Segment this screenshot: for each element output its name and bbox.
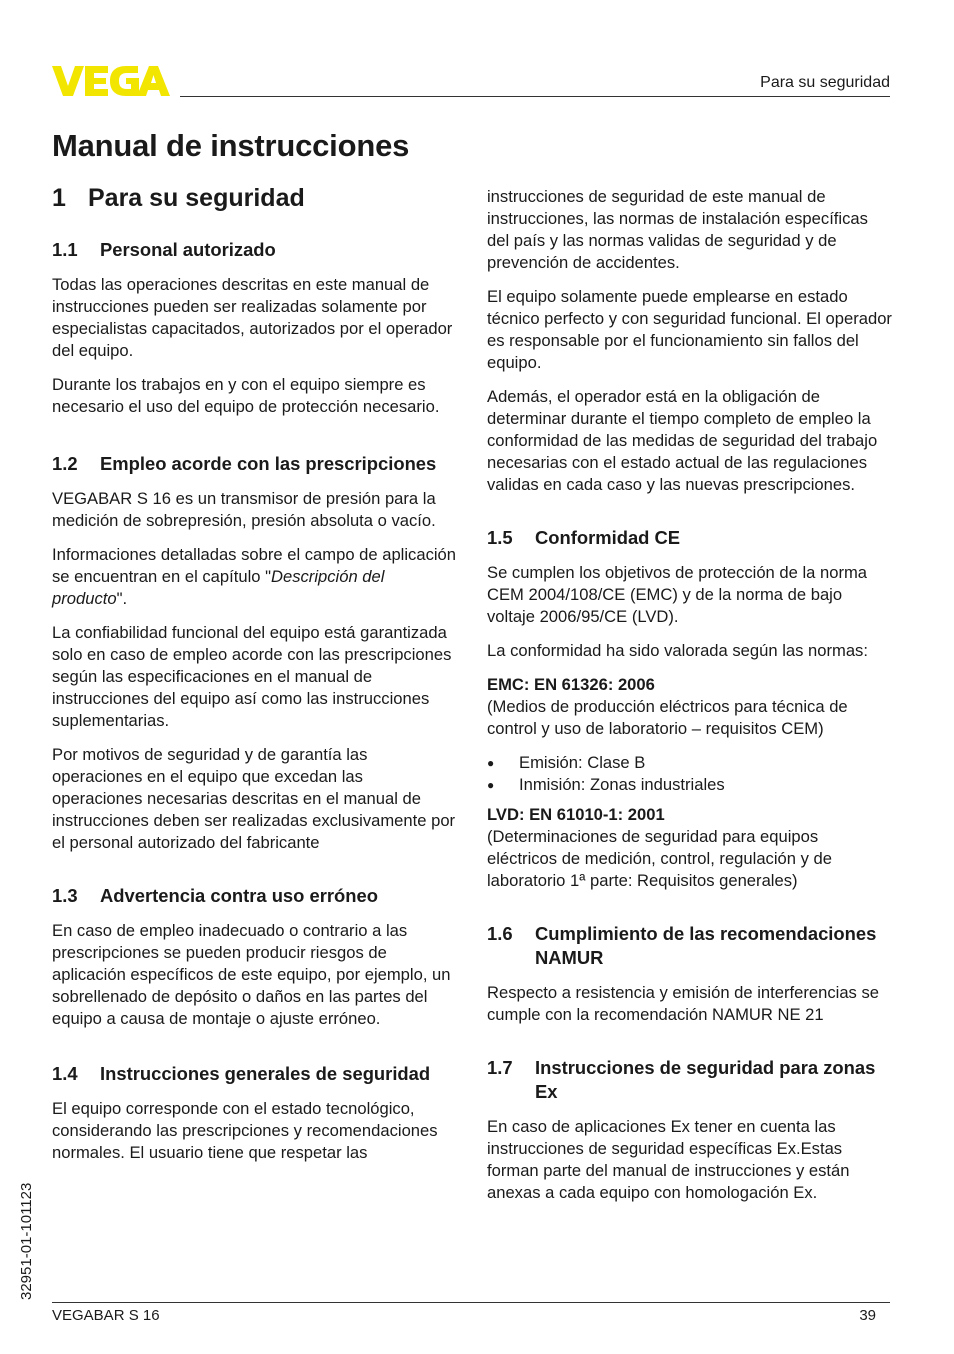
- heading-title: Empleo acorde con las prescripciones: [100, 453, 437, 474]
- list-item: ● Inmisión: Zonas industriales: [487, 774, 892, 796]
- heading-1-2: [52, 452, 457, 476]
- heading-title: Cumplimiento de las recomendaciones NAMUR: [535, 923, 877, 968]
- text-run: Informaciones detalladas sobre el campo de aplicación se encuentran en el capítulo ": [52, 545, 457, 586]
- heading-1-3: [52, 884, 457, 908]
- emc-description: (Medios de producción eléctricos para técnica de control y uso de laboratorio – requisitos CEM): [487, 697, 848, 738]
- list-item: ● Emisión: Clase B: [487, 752, 892, 774]
- heading-number: 1.4: [52, 1063, 78, 1084]
- vega-logo: [52, 64, 170, 98]
- section-title: Para su seguridad: [88, 184, 305, 212]
- paragraph: La conformidad ha sido valorada según las normas:: [487, 641, 868, 660]
- heading-1-6: [487, 922, 892, 970]
- heading-title: Personal autorizado: [100, 239, 276, 260]
- emc-standard: [487, 674, 892, 740]
- lvd-description: (Determinaciones de seguridad para equipos eléctricos de medición, control, regulación y de laboratorio 1ª parte: Requisitos generales): [487, 827, 832, 890]
- paragraph: Además, el operador está en la obligación de determinar durante el tiempo completo de empleo la conformidad de las medidas de seguridad del trabajo necesarias con el estado actual de las regulaciones validas en cada caso y las nuevas prescripciones.: [487, 387, 878, 494]
- heading-title: Instrucciones generales de seguridad: [100, 1063, 431, 1084]
- text-run: ".: [116, 589, 128, 608]
- running-head: Para su seguridad: [760, 74, 890, 91]
- header-rule: [180, 96, 890, 97]
- section-number: 1: [52, 184, 66, 212]
- heading-1-5: [487, 526, 892, 550]
- paragraph: instrucciones de seguridad de este manual de instrucciones, las normas de instalación específicas del país y las normas validas de seguridad y de prevención de accidentes.: [487, 187, 868, 272]
- heading-number: 1.3: [52, 885, 78, 906]
- left-column: [52, 180, 457, 1176]
- heading-title: Instrucciones de seguridad para zonas Ex: [535, 1057, 876, 1102]
- heading-1-4: [52, 1062, 457, 1086]
- paragraph: En caso de empleo inadecuado o contrario a las prescripciones se pueden producir riesgos de aplicación específicos de este equipo, por ejemplo, un sobrellenado de depósito o daños en las partes del equipo a causa de montaje o ajuste erróneo.: [52, 921, 451, 1028]
- emc-bullet-list: [487, 752, 892, 796]
- heading-1-1: [52, 238, 457, 262]
- heading-number: 1.2: [52, 453, 78, 474]
- paragraph: El equipo solamente puede emplearse en estado técnico perfecto y con seguridad funcional. El operador es responsable por el funcionamiento sin fallos del equipo.: [487, 287, 892, 372]
- paragraph: Respecto a resistencia y emisión de interferencias se cumple con la recomendación NAMUR NE 21: [487, 983, 879, 1024]
- heading-number: 1.7: [487, 1057, 513, 1078]
- paragraph: [52, 544, 457, 610]
- page-number: 39: [859, 1307, 876, 1324]
- lvd-standard: [487, 804, 892, 892]
- document-code: 32951-01-101123: [18, 1182, 35, 1300]
- paragraph: VEGABAR S 16 es un transmisor de presión para la medición de sobrepresión, presión absoluta o vacío.: [52, 489, 436, 530]
- page-title: Manual de instrucciones: [52, 128, 410, 163]
- paragraph: Todas las operaciones descritas en este manual de instrucciones pueden ser realizadas solamente por especialistas capacitados, autorizados por el operador del equipo.: [52, 275, 453, 360]
- section-heading: [52, 180, 457, 216]
- heading-number: 1.1: [52, 239, 78, 260]
- paragraph: Se cumplen los objetivos de protección de la norma CEM 2004/108/CE (EMC) y de la norma de bajo voltaje 2006/95/CE (LVD).: [487, 563, 868, 626]
- paragraph: En caso de aplicaciones Ex tener en cuenta las instrucciones de seguridad específicas Ex.Estas forman parte del manual de instrucciones y están anexas a cada equipo con homologación Ex.: [487, 1117, 850, 1202]
- right-column: [487, 186, 892, 1216]
- paragraph: Por motivos de seguridad y de garantía las operaciones en el equipo que excedan las operaciones necesarias descritas en el manual de instrucciones deben ser realizadas exclusivamente por el personal autorizado del fabricante: [52, 745, 456, 852]
- footer-rule: [52, 1302, 890, 1303]
- heading-title: Conformidad CE: [535, 527, 681, 548]
- lvd-label: LVD: EN 61010-1: 2001: [487, 805, 665, 824]
- paragraph: La confiabilidad funcional del equipo está garantizada solo en caso de empleo acorde con las prescripciones según las especificaciones en el manual de instrucciones del equipo así como las instrucciones suplementarias.: [52, 623, 452, 730]
- heading-number: 1.6: [487, 923, 513, 944]
- paragraph: Durante los trabajos en y con el equipo siempre es necesario el uso del equipo de protección necesario.: [52, 375, 440, 416]
- heading-1-7: [487, 1056, 892, 1104]
- heading-title: Advertencia contra uso erróneo: [100, 885, 378, 906]
- emc-label: EMC: EN 61326: 2006: [487, 675, 655, 694]
- heading-number: 1.5: [487, 527, 513, 548]
- footer-product: VEGABAR S 16: [52, 1307, 160, 1324]
- chapter-reference: Descripción del producto: [52, 567, 385, 608]
- paragraph: El equipo corresponde con el estado tecnológico, considerando las prescripciones y recomendaciones normales. El usuario tiene que respetar las: [52, 1099, 438, 1162]
